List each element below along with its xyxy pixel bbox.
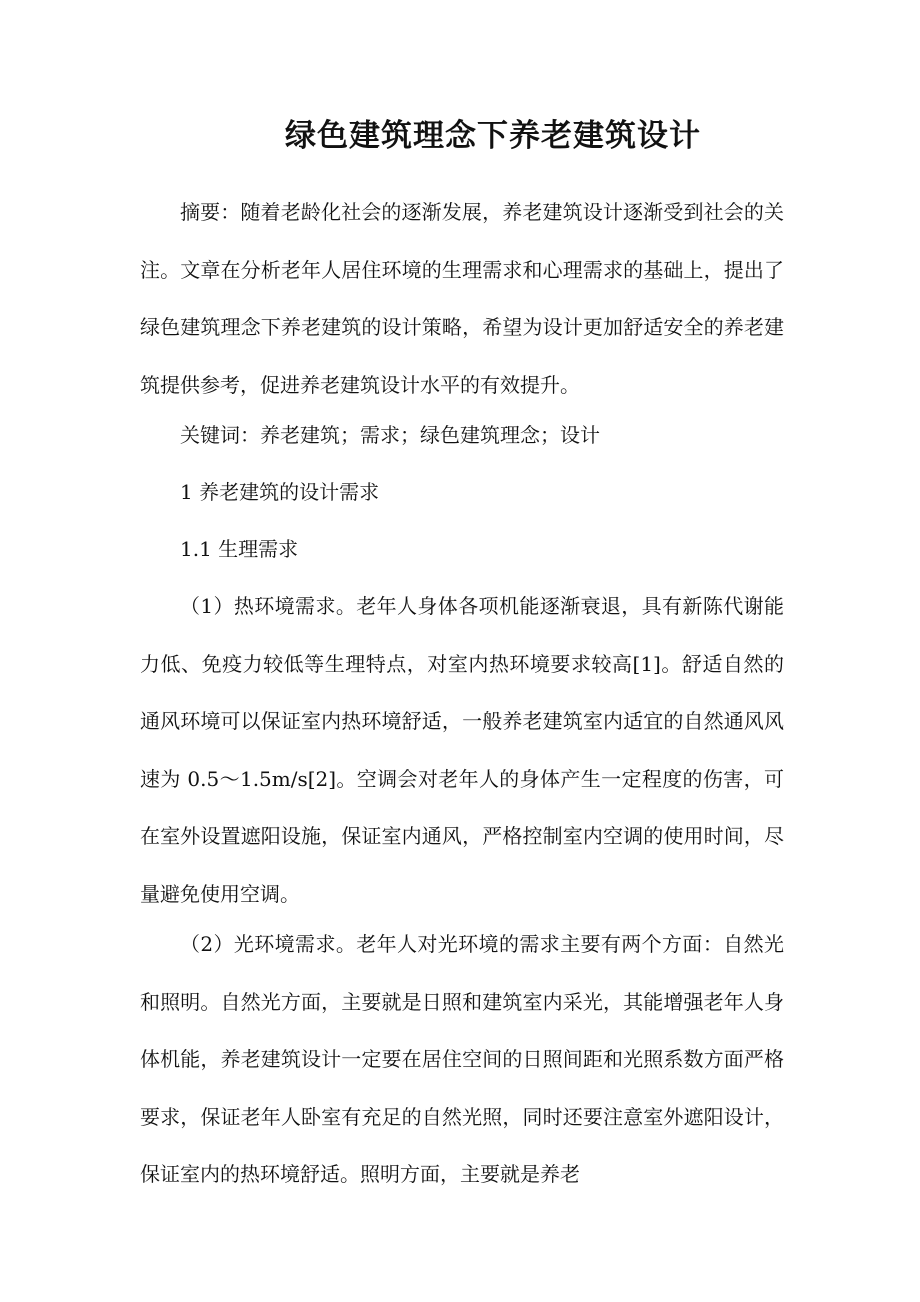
light-environment-block bbox=[140, 916, 784, 1204]
keywords-line: 关键词：养老建筑；需求；绿色建筑理念；设计 bbox=[180, 423, 600, 447]
section-1-1-heading: 1.1 生理需求 bbox=[180, 537, 299, 561]
subsection-heading-block bbox=[140, 521, 784, 579]
section-1-heading: 1 养老建筑的设计需求 bbox=[180, 480, 380, 504]
abstract-paragraph: 摘要：随着老龄化社会的逐渐发展，养老建筑设计逐渐受到社会的关注。文章在分析老年人居住环境的生理需求和心理需求的基础上，提出了绿色建筑理念下养老建筑的设计策略，希望为设计更加舒适安全的养老建筑提供参考，促进养老建筑设计水平的有效提升。 bbox=[140, 200, 784, 397]
heat-environment-paragraph: （1）热环境需求。老年人身体各项机能逐渐衰退，具有新陈代谢能力低、免疫力较低等生理特点，对室内热环境要求较高[1]。舒适自然的通风环境可以保证室内热环境舒适，一般养老建筑室内适宜的自然通风风速为 0.5～1.5m/s[2]。空调会对老年人的身体产生一定程度的伤害，可在室外设置遮阳设施，保证室内通风，严格控制室内空调的使用时间，尽量避免使用空调。 bbox=[140, 594, 784, 906]
keywords-block bbox=[140, 407, 784, 465]
section-heading-block bbox=[140, 464, 784, 522]
abstract-block bbox=[140, 184, 784, 414]
heat-environment-block bbox=[140, 578, 784, 923]
light-environment-paragraph: （2）光环境需求。老年人对光环境的需求主要有两个方面：自然光和照明。自然光方面，主要就是日照和建筑室内采光，其能增强老年人身体机能，养老建筑设计一定要在居住空间的日照间距和光照系数方面严格要求，保证老年人卧室有充足的自然光照，同时还要注意室外遮阳设计，保证室内的热环境舒适。照明方面，主要就是养老 bbox=[140, 932, 784, 1186]
document-title: 绿色建筑理念下养老建筑设计 bbox=[285, 118, 701, 154]
